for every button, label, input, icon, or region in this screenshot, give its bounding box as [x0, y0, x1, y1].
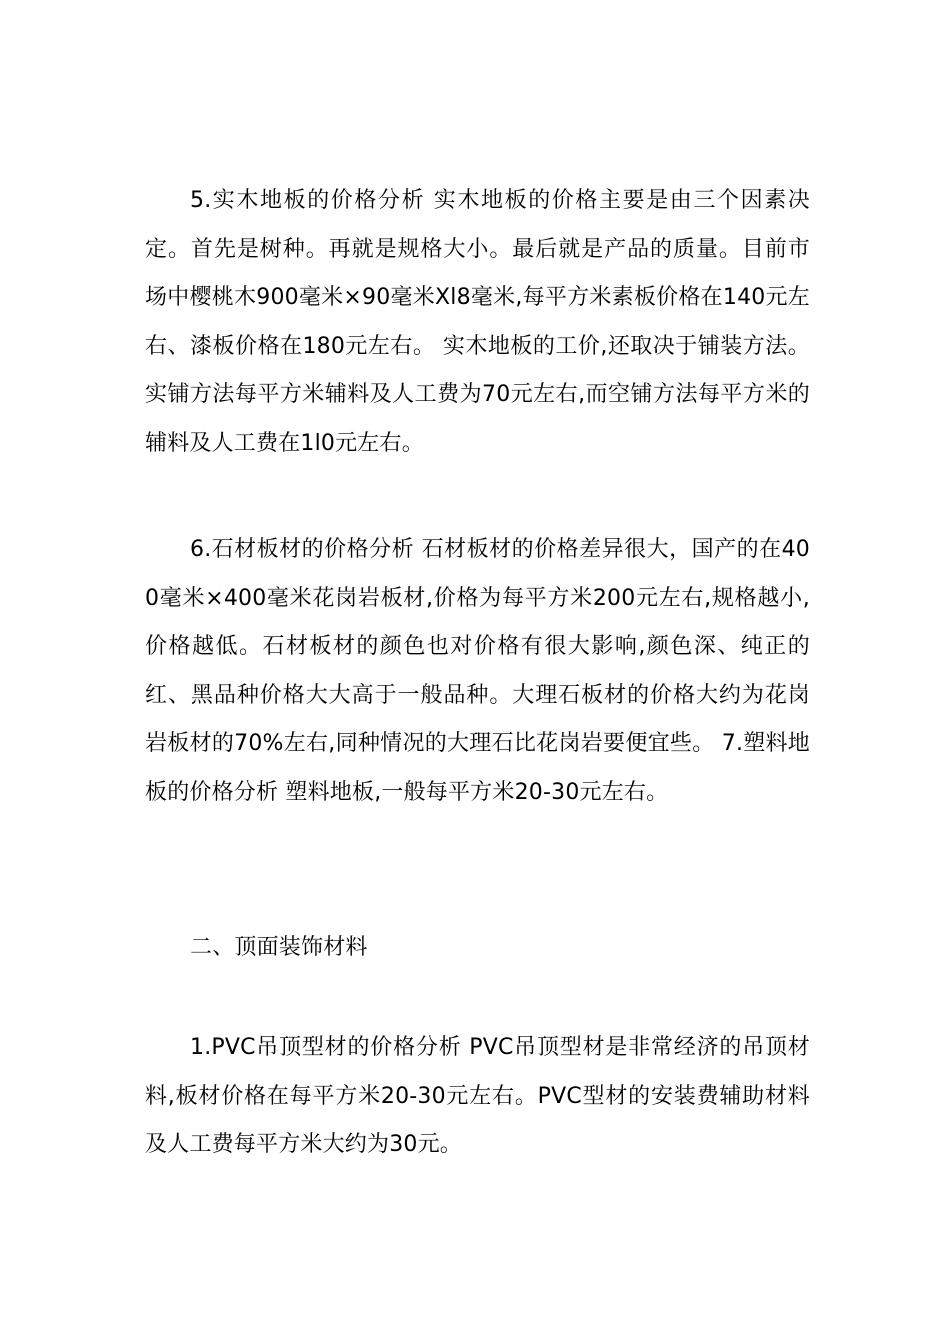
- section-heading-ceiling-materials: 二、顶面装饰材料: [190, 935, 368, 960]
- paragraph-stone-and-plastic-price: 6.石材板材的价格分析 石材板材的价格差异很大，国产的在400毫米×400毫米花岗岩板材,价格为每平方米200元左右,规格越小,价格越低。石材板材的颜色也对价格有很大影响,颜色深、纯正的红、黑品种价格大大高于一般品种。大理石板材的价格大约为花岗岩板材的70%左右,同种情况的大理石比花岗岩要便宜些。 7.塑料地板的价格分析 塑料地板,一般每平方米20-30元左右。: [145, 537, 810, 805]
- paragraph-pvc-ceiling-price: 1.PVC吊顶型材的价格分析 PVC吊顶型材是非常经济的吊顶材料,板材价格在每平方米20-30元左右。PVC型材的安装费辅助材料及人工费每平方米大约为30元。: [145, 1035, 810, 1158]
- paragraph-wood-flooring-price: 5.实木地板的价格分析 实木地板的价格主要是由三个因素决定。首先是树种。再就是规格大小。最后就是产品的质量。目前市场中樱桃木900毫米×90毫米Xl8毫米,每平方米素板价格在140元左右、漆板价格在180元左右。 实木地板的工价,还取决于铺装方法。实铺方法每平方米辅料及人工费为70元左右,而空铺方法每平方米的辅料及人工费在1l0元左右。: [145, 188, 810, 456]
